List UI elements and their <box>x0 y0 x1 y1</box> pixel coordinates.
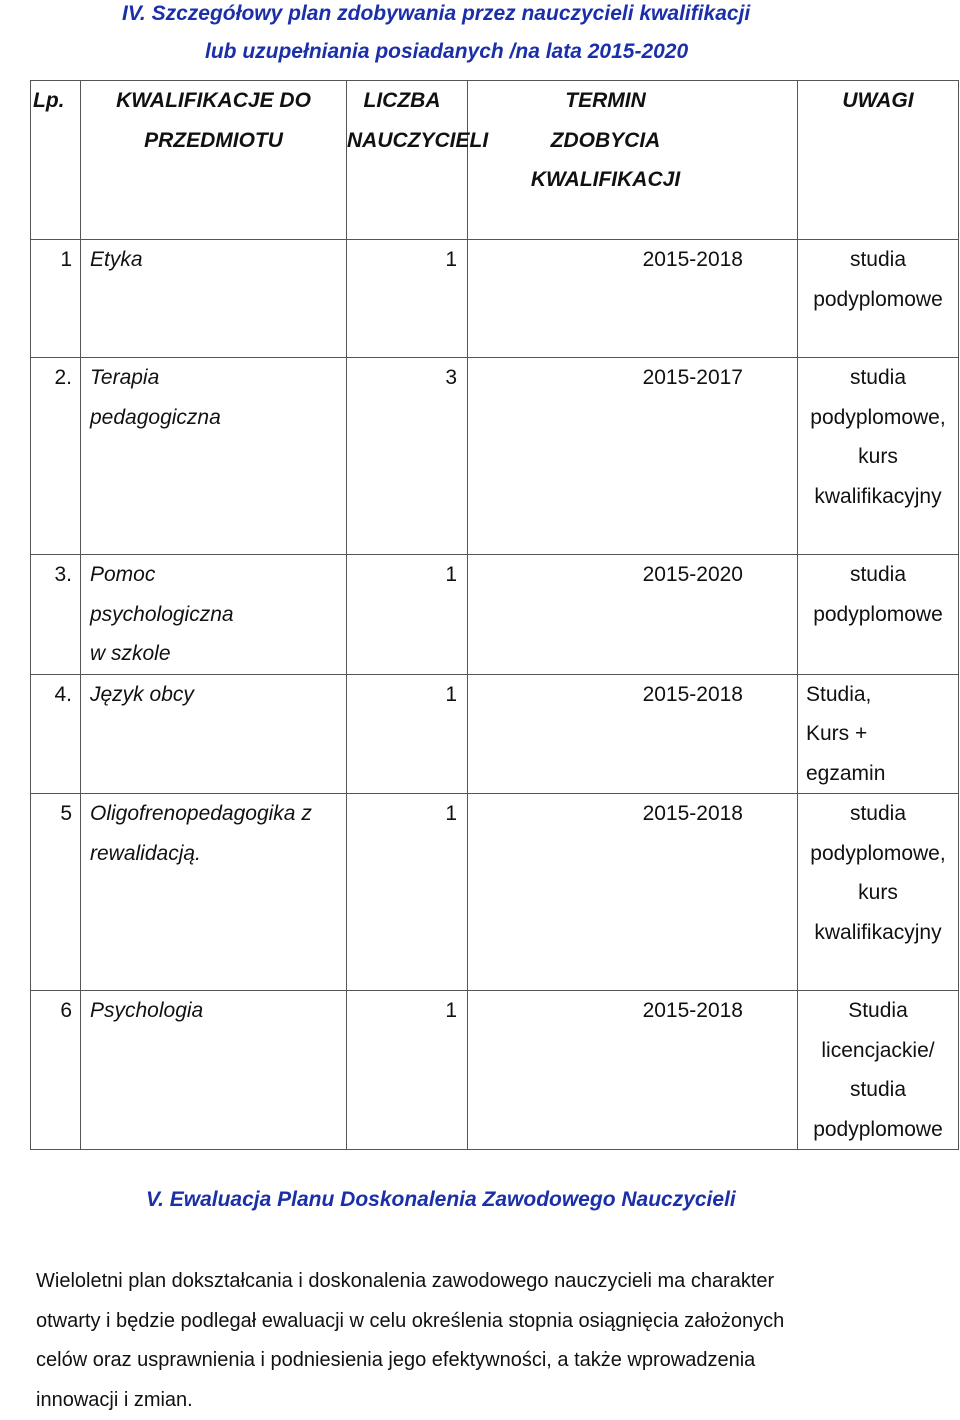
row-notes-text: podyplomowe, <box>798 398 958 438</box>
row-lp <box>31 358 81 555</box>
paragraph-line: celów oraz usprawnienia i podniesienia jego efektywności, a także wprowadzenia <box>36 1341 936 1381</box>
row-notes <box>798 555 959 675</box>
row-lp <box>31 991 81 1150</box>
row-notes <box>798 794 959 991</box>
row-notes-text: podyplomowe <box>798 280 958 320</box>
row-term-text: 2015-2018 <box>468 794 743 834</box>
row-term <box>468 240 798 358</box>
header-term-line: KWALIFIKACJI <box>468 160 743 200</box>
row-count <box>347 794 468 991</box>
row-notes-text: Kurs + <box>806 714 958 754</box>
row-lp <box>31 555 81 675</box>
table-row <box>31 991 959 1150</box>
row-count <box>347 555 468 675</box>
table-row <box>31 674 959 794</box>
header-term-line: TERMIN <box>468 81 743 121</box>
row-count-text: 1 <box>347 555 457 595</box>
row-notes-text: podyplomowe <box>798 1110 958 1150</box>
row-subject-text: Etyka <box>90 240 346 280</box>
row-term <box>468 794 798 991</box>
row-count-text: 1 <box>347 991 457 1031</box>
table-row <box>31 358 959 555</box>
row-subject-text: Oligofrenopedagogika z <box>90 794 346 834</box>
row-lp-text: 6 <box>31 991 72 1031</box>
section-v-title: V. Ewaluacja Planu Doskonalenia Zawodowego Nauczycieli <box>146 1188 736 1212</box>
row-notes-text: kwalifikacyjny <box>798 913 958 953</box>
row-notes-text: kurs <box>798 873 958 913</box>
paragraph-line: innowacji i zmian. <box>36 1381 936 1420</box>
row-lp <box>31 794 81 991</box>
row-notes-text: Studia <box>798 991 958 1031</box>
paragraph-line: otwarty i będzie podlegał ewaluacji w celu określenia stopnia osiągnięcia założonych <box>36 1302 936 1342</box>
header-subject-line: PRZEDMIOTU <box>81 121 346 161</box>
row-subject-text: psychologiczna <box>90 595 346 635</box>
row-count <box>347 674 468 794</box>
paragraph-line: Wieloletni plan dokształcania i doskonalenia zawodowego nauczycieli ma charakter <box>36 1262 936 1302</box>
row-count-text: 1 <box>347 240 457 280</box>
row-term-text: 2015-2018 <box>468 240 743 280</box>
header-term <box>468 81 798 240</box>
row-notes-text: kurs <box>798 437 958 477</box>
row-subject-text: Terapia <box>90 358 346 398</box>
row-notes-text: Studia, <box>806 675 958 715</box>
row-notes <box>798 240 959 358</box>
row-subject-text: Język obcy <box>90 675 346 715</box>
row-notes-text: studia <box>798 555 958 595</box>
header-subject <box>81 81 347 240</box>
row-notes-text: studia <box>798 794 958 834</box>
row-count-text: 1 <box>347 794 457 834</box>
row-notes-text: podyplomowe, <box>798 834 958 874</box>
table-body <box>31 81 959 1150</box>
row-subject <box>81 794 347 991</box>
row-subject-text: w szkole <box>90 634 346 674</box>
header-lp-text: Lp. <box>33 81 72 121</box>
row-subject <box>81 555 347 675</box>
row-term-text: 2015-2017 <box>468 358 743 398</box>
header-lp <box>31 81 81 240</box>
table-row <box>31 240 959 358</box>
header-notes <box>798 81 959 240</box>
row-notes <box>798 991 959 1150</box>
row-subject <box>81 674 347 794</box>
row-lp-text: 4. <box>31 675 72 715</box>
row-lp-text: 3. <box>31 555 72 595</box>
row-subject <box>81 991 347 1150</box>
row-subject-text: rewalidacją. <box>90 834 346 874</box>
row-term-text: 2015-2020 <box>468 555 743 595</box>
row-count-text: 3 <box>347 358 457 398</box>
row-lp-text: 2. <box>31 358 72 398</box>
row-lp <box>31 674 81 794</box>
row-lp <box>31 240 81 358</box>
row-count <box>347 240 468 358</box>
row-subject-text: Psychologia <box>90 991 346 1031</box>
qualifications-plan-table <box>30 80 959 1150</box>
header-count <box>347 81 468 240</box>
section-v-paragraph <box>36 1262 936 1420</box>
row-notes-text: studia <box>798 358 958 398</box>
row-term <box>468 555 798 675</box>
row-count <box>347 991 468 1150</box>
row-term <box>468 358 798 555</box>
row-notes-text: licencjackie/ <box>798 1031 958 1071</box>
section-iv-title-line1: IV. Szczegółowy plan zdobywania przez nauczycieli kwalifikacji <box>122 2 750 26</box>
row-term <box>468 991 798 1150</box>
row-notes-text: podyplomowe <box>798 595 958 635</box>
row-count-text: 1 <box>347 675 457 715</box>
table-header-row <box>31 81 959 240</box>
table-row <box>31 794 959 991</box>
header-term-line: ZDOBYCIA <box>468 121 743 161</box>
row-lp-text: 1 <box>31 240 72 280</box>
row-notes <box>798 674 959 794</box>
header-count-line: NAUCZYCIELI <box>347 121 457 161</box>
row-notes-text: egzamin <box>806 754 958 794</box>
row-subject-text: pedagogiczna <box>90 398 346 438</box>
section-iv-title-line2: lub uzupełniania posiadanych /na lata 2015-2020 <box>205 40 688 64</box>
row-notes-text: kwalifikacyjny <box>798 477 958 517</box>
row-notes-text: studia <box>798 1070 958 1110</box>
header-count-line: LICZBA <box>347 81 457 121</box>
row-term-text: 2015-2018 <box>468 675 743 715</box>
row-term-text: 2015-2018 <box>468 991 743 1031</box>
table-row <box>31 555 959 675</box>
row-notes <box>798 358 959 555</box>
row-count <box>347 358 468 555</box>
row-lp-text: 5 <box>31 794 72 834</box>
row-subject-text: Pomoc <box>90 555 346 595</box>
header-notes-line: UWAGI <box>798 81 958 121</box>
row-subject <box>81 240 347 358</box>
row-term <box>468 674 798 794</box>
row-subject <box>81 358 347 555</box>
row-notes-text: studia <box>798 240 958 280</box>
header-subject-line: KWALIFIKACJE DO <box>81 81 346 121</box>
